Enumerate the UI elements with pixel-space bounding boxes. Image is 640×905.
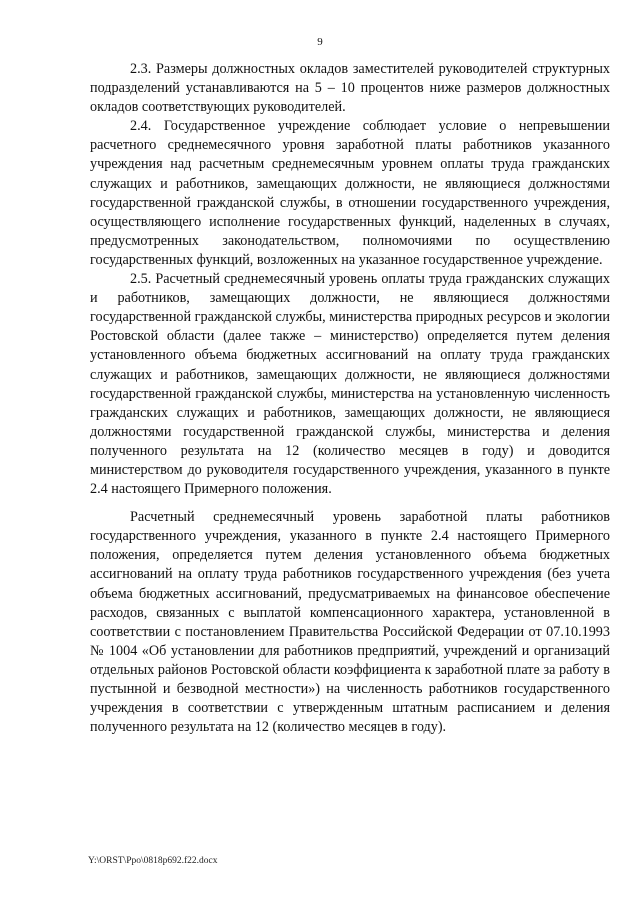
footer-file-path: Y:\ORST\Ppo\0818p692.f22.docx — [88, 856, 218, 866]
paragraph-salary-calculation: Расчетный среднемесячный уровень заработной платы работников государственного учреждения, указанного в пункте 2.4 настоящего Примерного положения, определяется путем деления установленного объема бюджетных ассигнований на оплату труда работников государственного учреждения (без учета объема бюджетных ассигнований, предусматриваемых на финансовое обеспечение расходов, связанных с выплатой компенсационного характера, установленной в соответствии с постановлением Правительства Российской Федерации от 07.10.1993 № 1004 «Об установлении для работников предприятий, учреждений и организаций отдельных районов Ростовской области коэффициента к заработной плате за работу в пустынной и безводной местности») на численность работников государственного учреждения в соответствии с утвержденным штатным расписанием и деления полученного результата на 12 (количество месяцев в году). — [90, 509, 610, 736]
paragraph-2-3: 2.3. Размеры должностных окладов заместителей руководителей структурных подразделений устанавливаются на 5 – 10 процентов ниже размеров должностных окладов соответствующих руководителей. — [90, 61, 610, 116]
paragraph-2-5: 2.5. Расчетный среднемесячный уровень оплаты труда гражданских служащих и работников, замещающих должности, не являющиеся должностями государственной гражданской службы, министерства природных ресурсов и экологии Ростовской области (далее также – министерство) определяется путем деления установленного объема бюджетных ассигнований на оплату труда гражданских служащих и работников, замещающих должности, не являющиеся должностями государственной гражданской службы, министерства на установленную численность гражданских служащих и работников, замещающих должности, не являющиеся должностями государственной гражданской службы, министерства и деления полученного результата на 12 (количество месяцев в году) и доводится министерством до руководителя государственного учреждения, указанного в пункте 2.4 настоящего Примерного положения. — [90, 271, 610, 498]
page-number: 9 — [317, 36, 323, 48]
paragraph-2-4: 2.4. Государственное учреждение соблюдает условие о непревышении расчетного среднемесячного уровня заработной платы работников указанного учреждения над расчетным среднемесячным уровнем оплаты труда гражданских служащих и работников, замещающих должности, не являющиеся должностями государственной гражданской службы, в отношении государственного учреждения, осуществляющего исполнение государственных функций, наделенных в случаях, предусмотренных законодательством, полномочиями по осуществлению государственных функций, возложенных на указанное государственное учреждение. — [90, 118, 610, 268]
document-body — [90, 60, 610, 737]
